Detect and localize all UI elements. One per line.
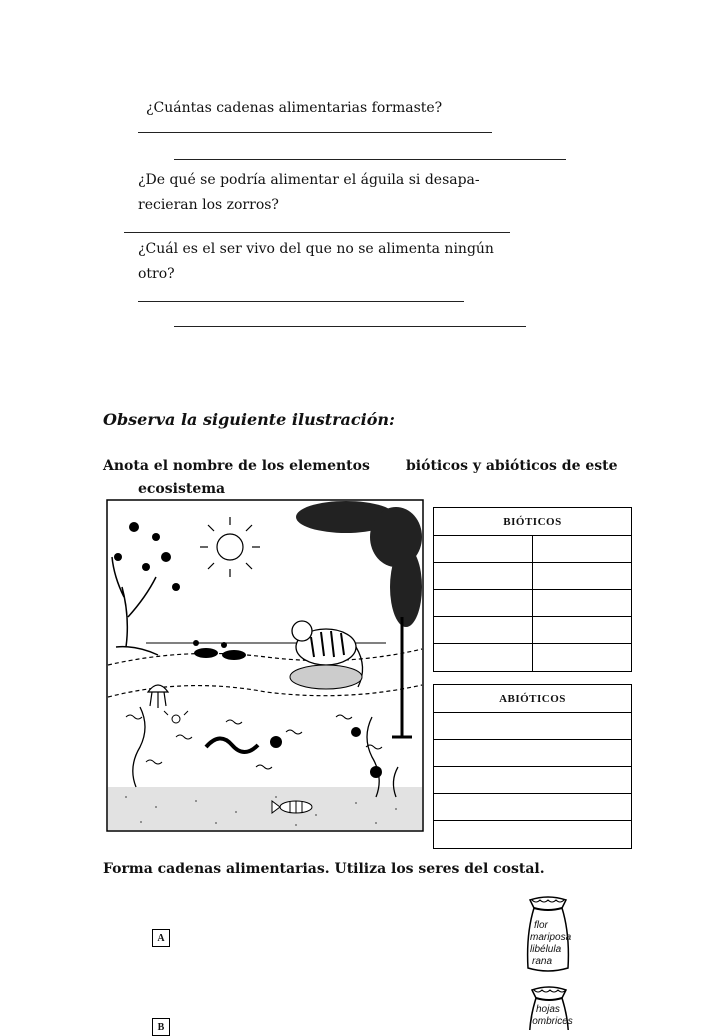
table-row xyxy=(434,713,631,740)
sack-1-item: rana xyxy=(532,956,553,967)
answer-cell[interactable] xyxy=(434,713,631,739)
question-2-line-1: ¿De qué se podría alimentar el águila si desapa- xyxy=(138,172,480,188)
sack-2 xyxy=(524,984,574,1030)
ecosystem-illustration xyxy=(106,497,424,833)
sack-2-item: hojas xyxy=(536,1004,560,1015)
answer-cell[interactable] xyxy=(434,767,631,793)
bioticos-header: BIÓTICOS xyxy=(434,508,631,536)
answer-line[interactable] xyxy=(124,232,510,233)
instruction-part-1: Anota el nombre de los elementos xyxy=(103,458,370,474)
answer-cell[interactable] xyxy=(434,794,631,820)
answer-cell[interactable] xyxy=(434,590,533,616)
answer-cell[interactable] xyxy=(533,536,631,562)
answer-cell[interactable] xyxy=(434,644,533,671)
answer-line[interactable] xyxy=(174,159,566,160)
question-3-line-2: otro? xyxy=(138,266,175,282)
table-row xyxy=(434,794,631,821)
instruction-part-2: bióticos y abióticos de este xyxy=(406,458,618,474)
sack-2-item: lombrices xyxy=(530,1016,573,1027)
chain-a-label: A xyxy=(152,929,170,947)
table-row xyxy=(434,821,631,848)
table-row xyxy=(434,563,631,590)
sack-1-item: flor xyxy=(534,920,548,931)
answer-cell[interactable] xyxy=(434,617,533,643)
answer-line[interactable] xyxy=(174,326,526,327)
answer-cell[interactable] xyxy=(434,821,631,848)
instruction-part-3: ecosistema xyxy=(138,481,226,497)
answer-cell[interactable] xyxy=(533,563,631,589)
table-row xyxy=(434,740,631,767)
chain-b-label: B xyxy=(152,1018,170,1036)
sack-1-item: mariposa xyxy=(530,932,572,943)
question-1: ¿Cuántas cadenas alimentarias formaste? xyxy=(146,100,443,116)
table-row xyxy=(434,617,631,644)
table-row xyxy=(434,767,631,794)
table-row xyxy=(434,590,631,617)
bioticos-table xyxy=(433,507,632,672)
question-3-line-1: ¿Cuál es el ser vivo del que no se alimenta ningún xyxy=(138,241,494,257)
answer-cell[interactable] xyxy=(533,617,631,643)
food-chain-heading: Forma cadenas alimentarias. Utiliza los seres del costal. xyxy=(103,861,545,877)
table-row xyxy=(434,536,631,563)
question-2-line-2: recieran los zorros? xyxy=(138,197,279,213)
answer-cell[interactable] xyxy=(434,536,533,562)
section-heading: Observa la siguiente ilustración: xyxy=(103,410,395,429)
answer-cell[interactable] xyxy=(434,740,631,766)
sack-1-item: libélula xyxy=(530,944,562,955)
answer-line[interactable] xyxy=(138,132,492,133)
sack-1 xyxy=(522,894,574,976)
abioticos-header: ABIÓTICOS xyxy=(434,685,631,713)
table-row xyxy=(434,644,631,671)
abioticos-table xyxy=(433,684,632,849)
answer-cell[interactable] xyxy=(434,563,533,589)
answer-cell[interactable] xyxy=(533,644,631,671)
rock-icon xyxy=(290,665,362,689)
answer-cell[interactable] xyxy=(533,590,631,616)
answer-line[interactable] xyxy=(138,301,464,302)
